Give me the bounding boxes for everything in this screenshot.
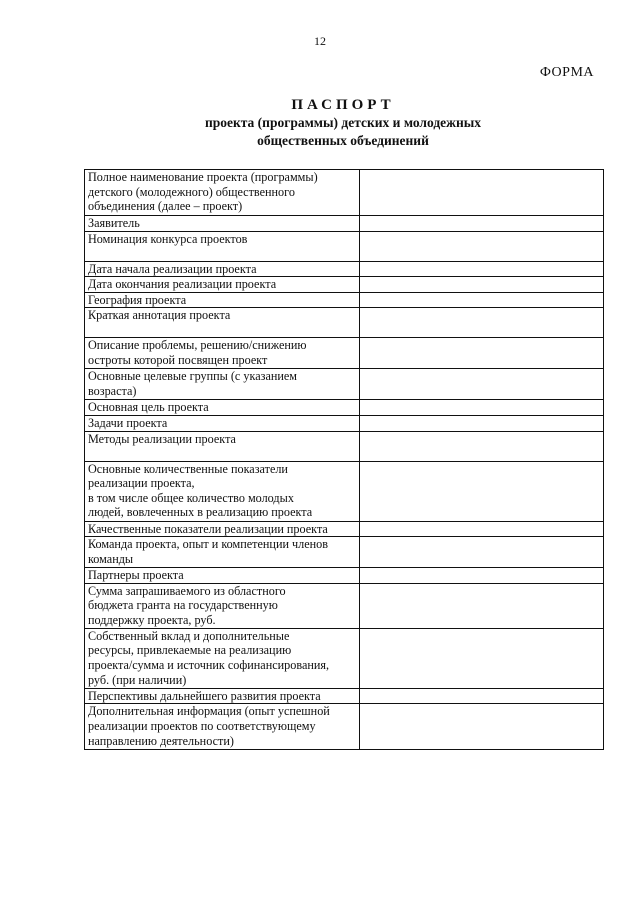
row-label-team: Команда проекта, опыт и компетенции членов команды — [85, 537, 360, 568]
table-row — [85, 583, 604, 628]
table-row — [85, 216, 604, 232]
row-value-main-goal[interactable] — [360, 400, 604, 416]
table-row — [85, 431, 604, 461]
table-row — [85, 170, 604, 216]
row-label-additional-info: Дополнительная информация (опыт успешной реализации проектов по соответствующему направлению деятельности) — [85, 704, 360, 750]
table-row — [85, 338, 604, 369]
table-row — [85, 461, 604, 521]
row-value-full-name[interactable] — [360, 170, 604, 216]
row-value-nomination[interactable] — [360, 231, 604, 261]
row-value-start-date[interactable] — [360, 261, 604, 277]
row-label-grant-amount: Сумма запрашиваемого из областного бюджета гранта на государственную поддержку проекта, руб. — [85, 583, 360, 628]
row-value-geography[interactable] — [360, 292, 604, 308]
row-label-own-contribution: Собственный вклад и дополнительные ресурсы, привлекаемые на реализацию проекта/сумма и источник софинансирования, руб. (при наличии) — [85, 628, 360, 688]
table-row — [85, 400, 604, 416]
table-row — [85, 688, 604, 704]
row-value-additional-info[interactable] — [360, 704, 604, 750]
table-row — [85, 628, 604, 688]
row-label-problem: Описание проблемы, решению/снижению остроты которой посвящен проект — [85, 338, 360, 369]
row-value-problem[interactable] — [360, 338, 604, 369]
row-value-quantitative[interactable] — [360, 461, 604, 521]
title-subtitle-line-2: общественных объединений — [257, 133, 429, 148]
row-value-annotation[interactable] — [360, 308, 604, 338]
row-value-grant-amount[interactable] — [360, 583, 604, 628]
row-value-end-date[interactable] — [360, 277, 604, 293]
row-label-qualitative: Качественные показатели реализации проекта — [85, 521, 360, 537]
row-value-own-contribution[interactable] — [360, 628, 604, 688]
table-row — [85, 415, 604, 431]
row-label-main-goal: Основная цель проекта — [85, 400, 360, 416]
row-label-nomination: Номинация конкурса проектов — [85, 231, 360, 261]
table-row — [85, 537, 604, 568]
row-value-prospects[interactable] — [360, 688, 604, 704]
document-title — [0, 96, 640, 150]
table-row — [85, 261, 604, 277]
row-value-applicant[interactable] — [360, 216, 604, 232]
row-label-geography: География проекта — [85, 292, 360, 308]
row-label-start-date: Дата начала реализации проекта — [85, 261, 360, 277]
row-value-partners[interactable] — [360, 568, 604, 584]
row-value-target-groups[interactable] — [360, 369, 604, 400]
row-label-quantitative: Основные количественные показатели реализации проекта, в том числе общее количество молодых людей, вовлеченных в реализацию проекта — [85, 461, 360, 521]
row-label-annotation: Краткая аннотация проекта — [85, 308, 360, 338]
row-label-prospects: Перспективы дальнейшего развития проекта — [85, 688, 360, 704]
table-row — [85, 231, 604, 261]
row-label-target-groups: Основные целевые группы (с указанием возраста) — [85, 369, 360, 400]
page-number: 12 — [314, 34, 326, 48]
table-row — [85, 369, 604, 400]
table-row — [85, 568, 604, 584]
title-main: ПАСПОРТ — [291, 97, 395, 113]
row-label-tasks: Задачи проекта — [85, 415, 360, 431]
table-row — [85, 704, 604, 750]
row-label-full-name: Полное наименование проекта (программы) детского (молодежного) общественного объединения (далее – проект) — [85, 170, 360, 216]
table-row — [85, 277, 604, 293]
row-label-methods: Методы реализации проекта — [85, 431, 360, 461]
table-row — [85, 521, 604, 537]
title-subtitle-line-1: проекта (программы) детских и молодежных — [204, 115, 482, 130]
row-value-tasks[interactable] — [360, 415, 604, 431]
form-label: ФОРМА — [539, 65, 594, 80]
row-value-qualitative[interactable] — [360, 521, 604, 537]
row-label-applicant: Заявитель — [85, 216, 360, 232]
row-label-end-date: Дата окончания реализации проекта — [85, 277, 360, 293]
table-row — [85, 308, 604, 338]
passport-table — [84, 169, 604, 750]
row-label-partners: Партнеры проекта — [85, 568, 360, 584]
row-value-team[interactable] — [360, 537, 604, 568]
row-value-methods[interactable] — [360, 431, 604, 461]
table-row — [85, 292, 604, 308]
